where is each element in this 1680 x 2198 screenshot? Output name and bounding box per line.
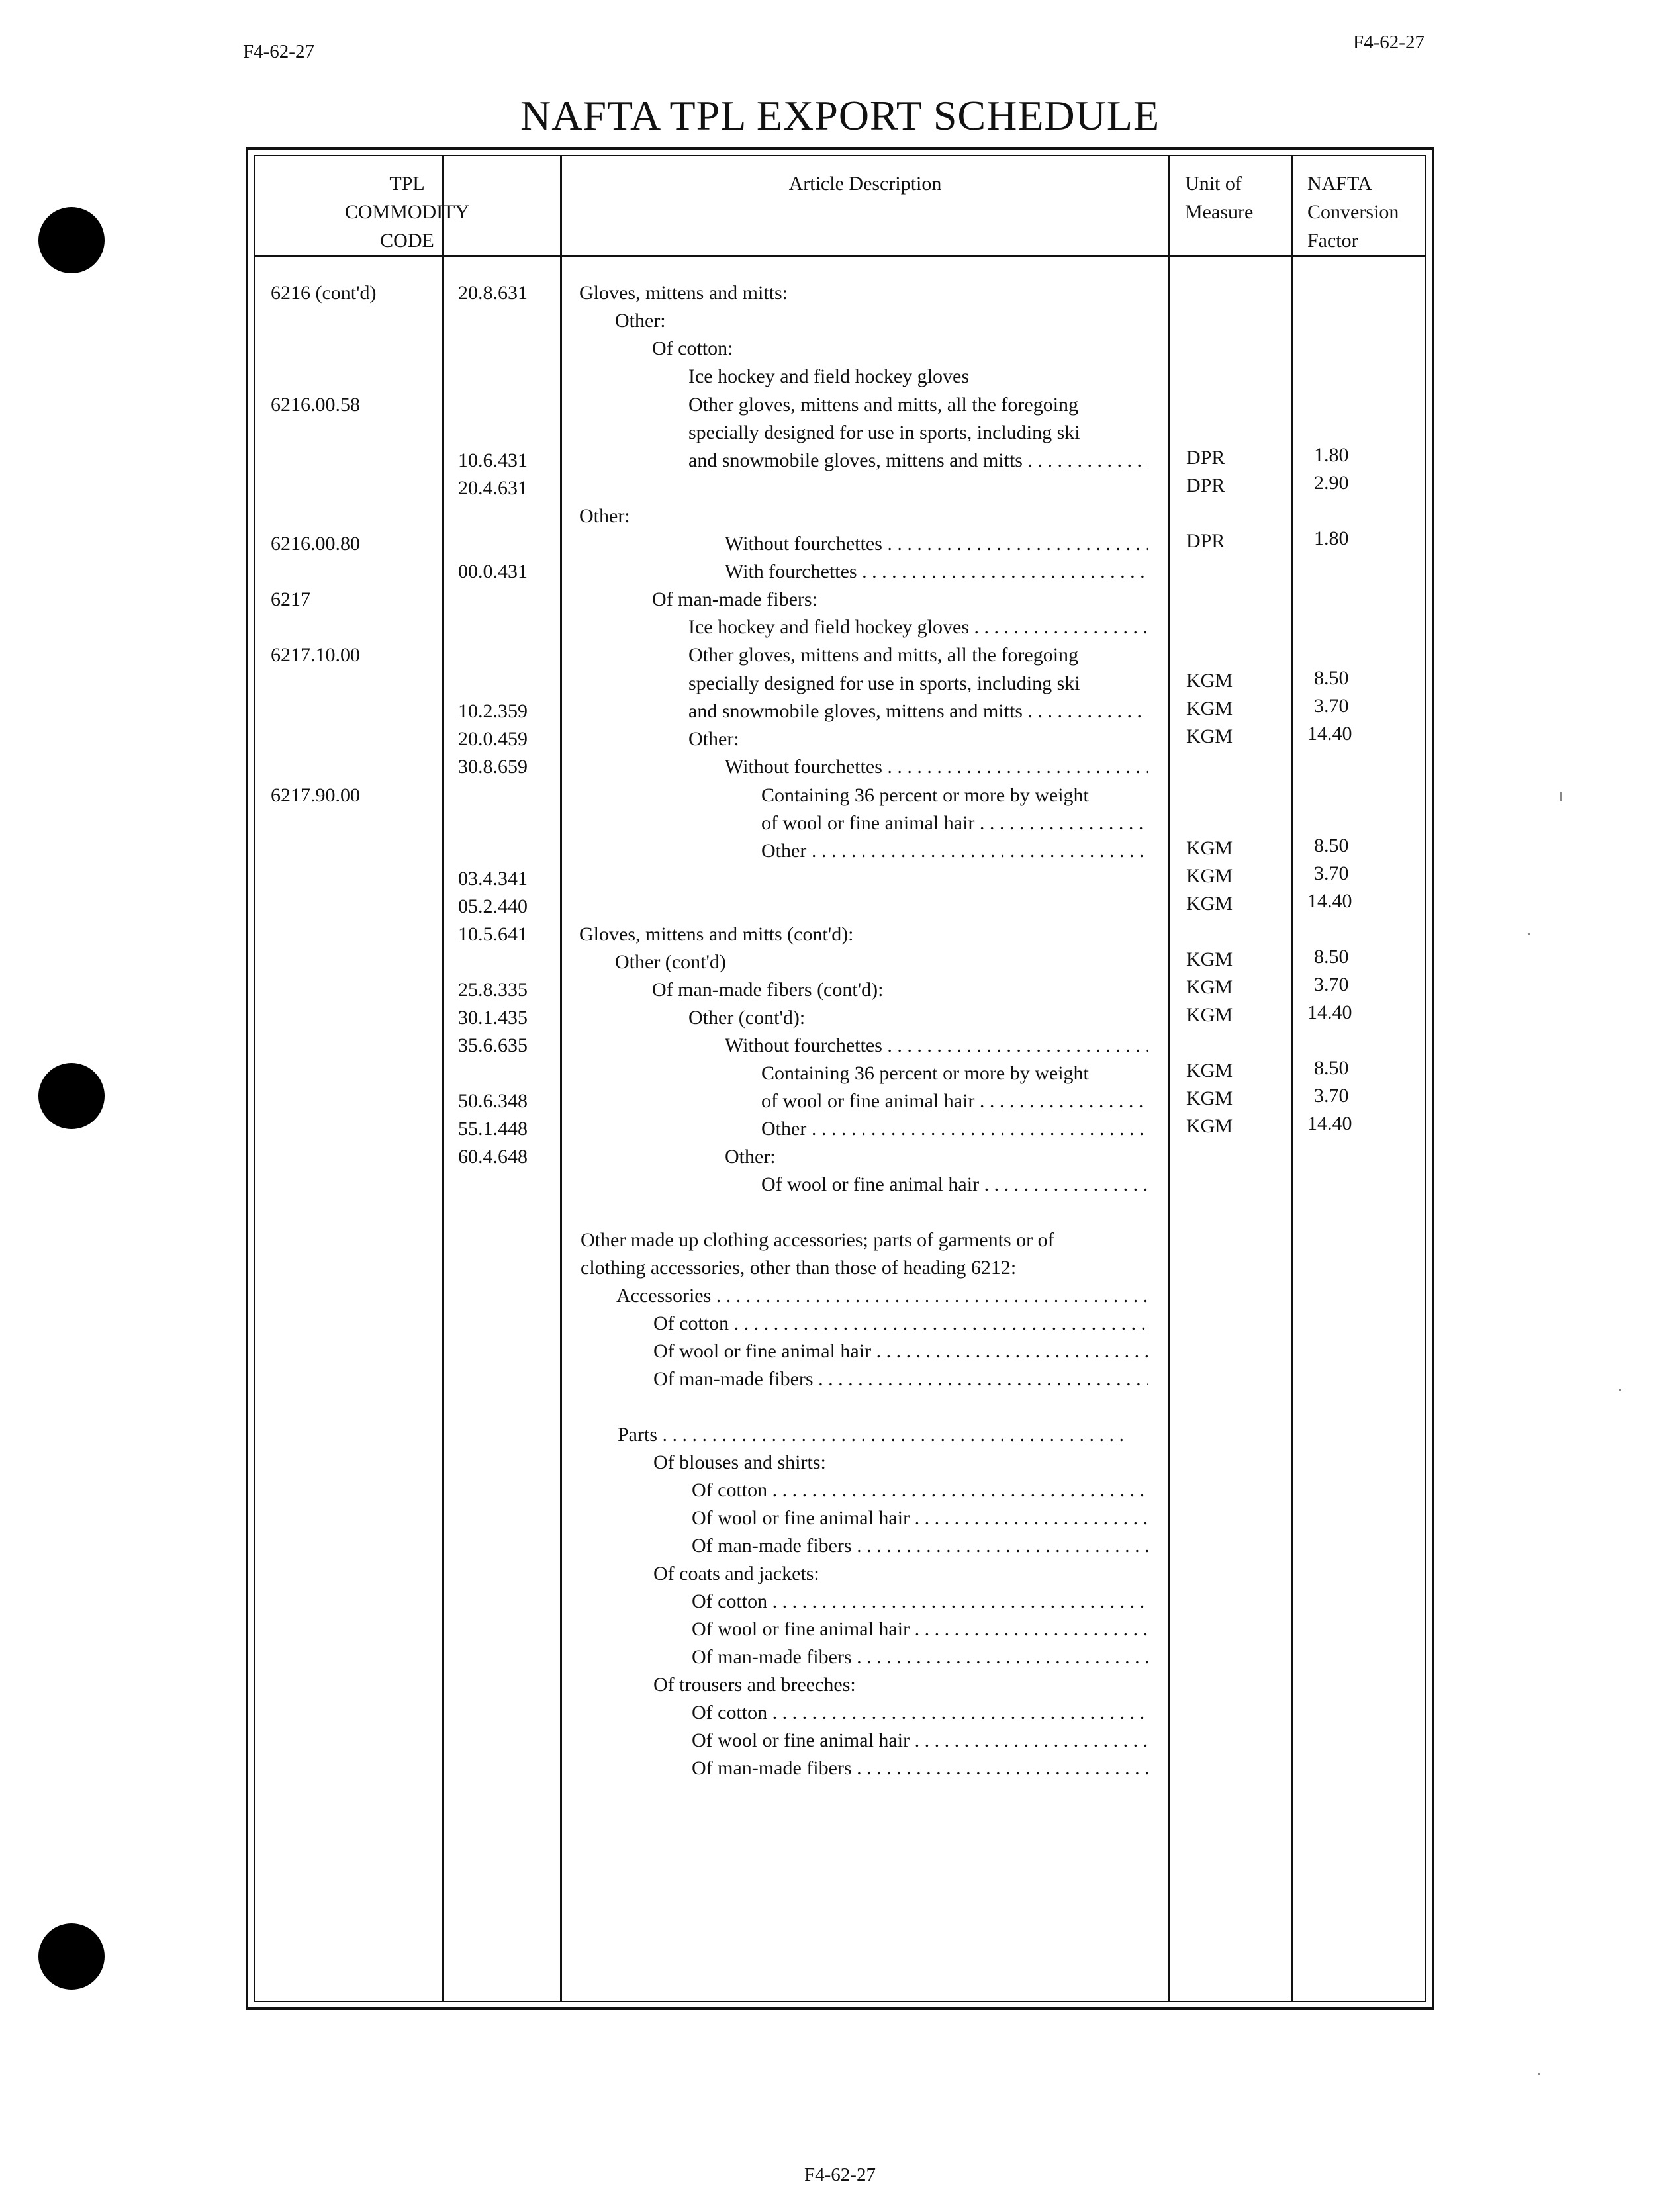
column-header-tpl-commodity-code [254, 169, 560, 255]
article-description: Other: [725, 1146, 776, 1168]
column-header-nafta-conversion-factor [1307, 169, 1399, 255]
article-description: of wool or fine animal hair . . . [761, 812, 1148, 835]
sub-code: 10.2.359 [458, 700, 528, 722]
unit-of-measure: KGM [1186, 1004, 1233, 1026]
article-description: Of man-made fibers (cont'd): [652, 979, 884, 1001]
article-description: Other . . . [761, 1118, 1148, 1140]
scan-speck [1560, 792, 1562, 801]
column-divider-unit [1168, 155, 1170, 2002]
column-header-unit-of-measure [1185, 169, 1253, 226]
sub-code: 50.6.348 [458, 1090, 528, 1112]
article-description: clothing accessories, other than those of heading 6212: [581, 1257, 1017, 1279]
sub-code: 05.2.440 [458, 895, 528, 917]
scan-speck [1619, 1389, 1621, 1391]
conversion-factor: 2.90 [1314, 472, 1349, 494]
unit-of-measure: DPR [1186, 447, 1225, 469]
article-description: Containing 36 percent or more by weight [761, 1062, 1089, 1084]
tpl-header-line: COMMODITY [344, 201, 470, 223]
commodity-code: 6216 (cont'd) [271, 282, 377, 304]
article-description: specially designed for use in sports, including ski [688, 422, 1080, 443]
column-divider-codes [442, 155, 444, 2002]
article-description: Of cotton . . . [692, 1479, 1148, 1502]
sub-code: 35.6.635 [458, 1034, 528, 1056]
article-description: Gloves, mittens and mitts (cont'd): [579, 923, 854, 945]
column-header-article-description: Article Description [788, 173, 942, 195]
column-divider-factor [1291, 155, 1293, 2002]
unit-of-measure: KGM [1186, 670, 1233, 692]
scan-speck [1528, 933, 1530, 935]
conversion-factor: 3.70 [1314, 695, 1349, 717]
conversion-factor: 14.40 [1307, 890, 1352, 912]
commodity-code: 6217.10.00 [271, 644, 360, 666]
commodity-code: 6217 [271, 588, 310, 610]
punch-hole-top [38, 207, 105, 273]
sub-code: 20.8.631 [458, 282, 528, 304]
unit-of-measure: DPR [1186, 475, 1225, 496]
unit-of-measure: KGM [1186, 976, 1233, 998]
unit-of-measure: KGM [1186, 725, 1233, 747]
conversion-factor: 14.40 [1307, 1113, 1352, 1134]
article-description: Without fourchettes . . . [725, 533, 1148, 555]
article-description: Of wool or fine animal hair . . . [653, 1340, 1148, 1363]
article-description: Other: [688, 728, 739, 750]
sub-code: 30.8.659 [458, 756, 528, 778]
unit-of-measure: KGM [1186, 1115, 1233, 1137]
article-description: Other made up clothing accessories; parts of garments or of [581, 1229, 1054, 1251]
article-description: of wool or fine animal hair . . . [761, 1090, 1148, 1113]
page-title: NAFTA TPL EXPORT SCHEDULE [520, 92, 1160, 139]
sub-code: 03.4.341 [458, 868, 528, 890]
sub-code: 55.1.448 [458, 1118, 528, 1140]
sub-code: 10.5.641 [458, 923, 528, 945]
article-description: Other gloves, mittens and mitts, all the foregoing [688, 644, 1079, 666]
article-description: Other: [579, 505, 630, 527]
conversion-factor: 3.70 [1314, 1085, 1349, 1107]
sub-code: 20.4.631 [458, 477, 528, 499]
sub-code: 10.6.431 [458, 449, 528, 471]
unit-of-measure: KGM [1186, 1087, 1233, 1109]
unit-header-line: Unit of [1185, 173, 1242, 195]
article-description: Of cotton . . . [653, 1312, 1148, 1335]
conversion-factor: 8.50 [1314, 667, 1349, 689]
sub-code: 25.8.335 [458, 979, 528, 1001]
article-description: Gloves, mittens and mitts: [579, 282, 788, 304]
column-divider-description [560, 155, 562, 2002]
article-description: Ice hockey and field hockey gloves . . . [688, 616, 1148, 639]
unit-of-measure: KGM [1186, 865, 1233, 887]
article-description: Of cotton: [652, 338, 733, 359]
article-description: and snowmobile gloves, mittens and mitts . . . [688, 700, 1148, 723]
article-description: Of wool or fine animal hair . . . [692, 1618, 1148, 1641]
article-description: Of man-made fibers . . . [653, 1368, 1148, 1391]
article-description: Other (cont'd) [615, 951, 726, 973]
article-description: Containing 36 percent or more by weight [761, 784, 1089, 806]
article-description: Other . . . [761, 840, 1148, 862]
conversion-factor: 3.70 [1314, 974, 1349, 995]
article-description: Of man-made fibers: [652, 588, 817, 610]
factor-header-line: Factor [1307, 230, 1358, 252]
conversion-factor: 1.80 [1314, 444, 1349, 466]
conversion-factor: 14.40 [1307, 1001, 1352, 1023]
article-description: Of cotton . . . [692, 1590, 1148, 1613]
article-description: Without fourchettes . . . [725, 1034, 1148, 1057]
article-description: Without fourchettes . . . [725, 756, 1148, 778]
article-description: Of trousers and breeches: [653, 1674, 856, 1696]
tpl-header-line: TPL [389, 173, 425, 195]
article-description: With fourchettes . . . [725, 561, 1148, 583]
article-description: Of blouses and shirts: [653, 1451, 826, 1473]
commodity-code: 6217.90.00 [271, 784, 360, 806]
article-description: Of wool or fine animal hair . . . [761, 1173, 1148, 1196]
page-code-right: F4-62-27 [1353, 32, 1424, 53]
sub-code: 20.0.459 [458, 728, 528, 750]
article-description: Other: [615, 310, 666, 332]
article-description: Other gloves, mittens and mitts, all the foregoing [688, 394, 1079, 416]
sub-code: 00.0.431 [458, 561, 528, 582]
factor-header-line: Conversion [1307, 201, 1399, 223]
article-description: Other (cont'd): [688, 1007, 806, 1029]
article-description: and snowmobile gloves, mittens and mitts . . . [688, 449, 1148, 472]
article-description: Of coats and jackets: [653, 1563, 819, 1584]
scan-speck [1538, 2073, 1540, 2075]
conversion-factor: 8.50 [1314, 1057, 1349, 1079]
article-description: Of wool or fine animal hair . . . [692, 1729, 1148, 1752]
unit-of-measure: KGM [1186, 698, 1233, 719]
article-description: Ice hockey and field hockey gloves [688, 365, 969, 387]
conversion-factor: 1.80 [1314, 527, 1349, 549]
punch-hole-bottom [38, 1923, 105, 1990]
unit-of-measure: KGM [1186, 837, 1233, 859]
page-code-left: F4-62-27 [243, 41, 314, 62]
unit-of-measure: KGM [1186, 893, 1233, 915]
conversion-factor: 14.40 [1307, 723, 1352, 745]
punch-hole-middle [38, 1063, 105, 1129]
commodity-code: 6216.00.58 [271, 394, 360, 416]
unit-header-line: Measure [1185, 201, 1254, 223]
article-description: specially designed for use in sports, including ski [688, 672, 1080, 694]
article-description: Of man-made fibers . . . [692, 1535, 1148, 1557]
sub-code: 30.1.435 [458, 1007, 528, 1029]
conversion-factor: 3.70 [1314, 862, 1349, 884]
article-description: Of wool or fine animal hair . . . [692, 1507, 1148, 1530]
factor-header-line: NAFTA [1307, 173, 1372, 195]
conversion-factor: 8.50 [1314, 946, 1349, 968]
commodity-code: 6216.00.80 [271, 533, 360, 555]
sub-code: 60.4.648 [458, 1146, 528, 1168]
page-footer-code: F4-62-27 [804, 2164, 876, 2185]
article-description: Parts . . . [618, 1424, 1148, 1446]
conversion-factor: 8.50 [1314, 835, 1349, 856]
article-description: Of man-made fibers . . . [692, 1757, 1148, 1780]
header-divider [254, 255, 1426, 257]
tpl-header-line: CODE [380, 230, 434, 252]
unit-of-measure: KGM [1186, 948, 1233, 970]
article-description: Accessories . . . [616, 1285, 1148, 1307]
article-description: Of man-made fibers . . . [692, 1646, 1148, 1669]
unit-of-measure: DPR [1186, 530, 1225, 552]
unit-of-measure: KGM [1186, 1060, 1233, 1081]
article-description: Of cotton . . . [692, 1702, 1148, 1724]
